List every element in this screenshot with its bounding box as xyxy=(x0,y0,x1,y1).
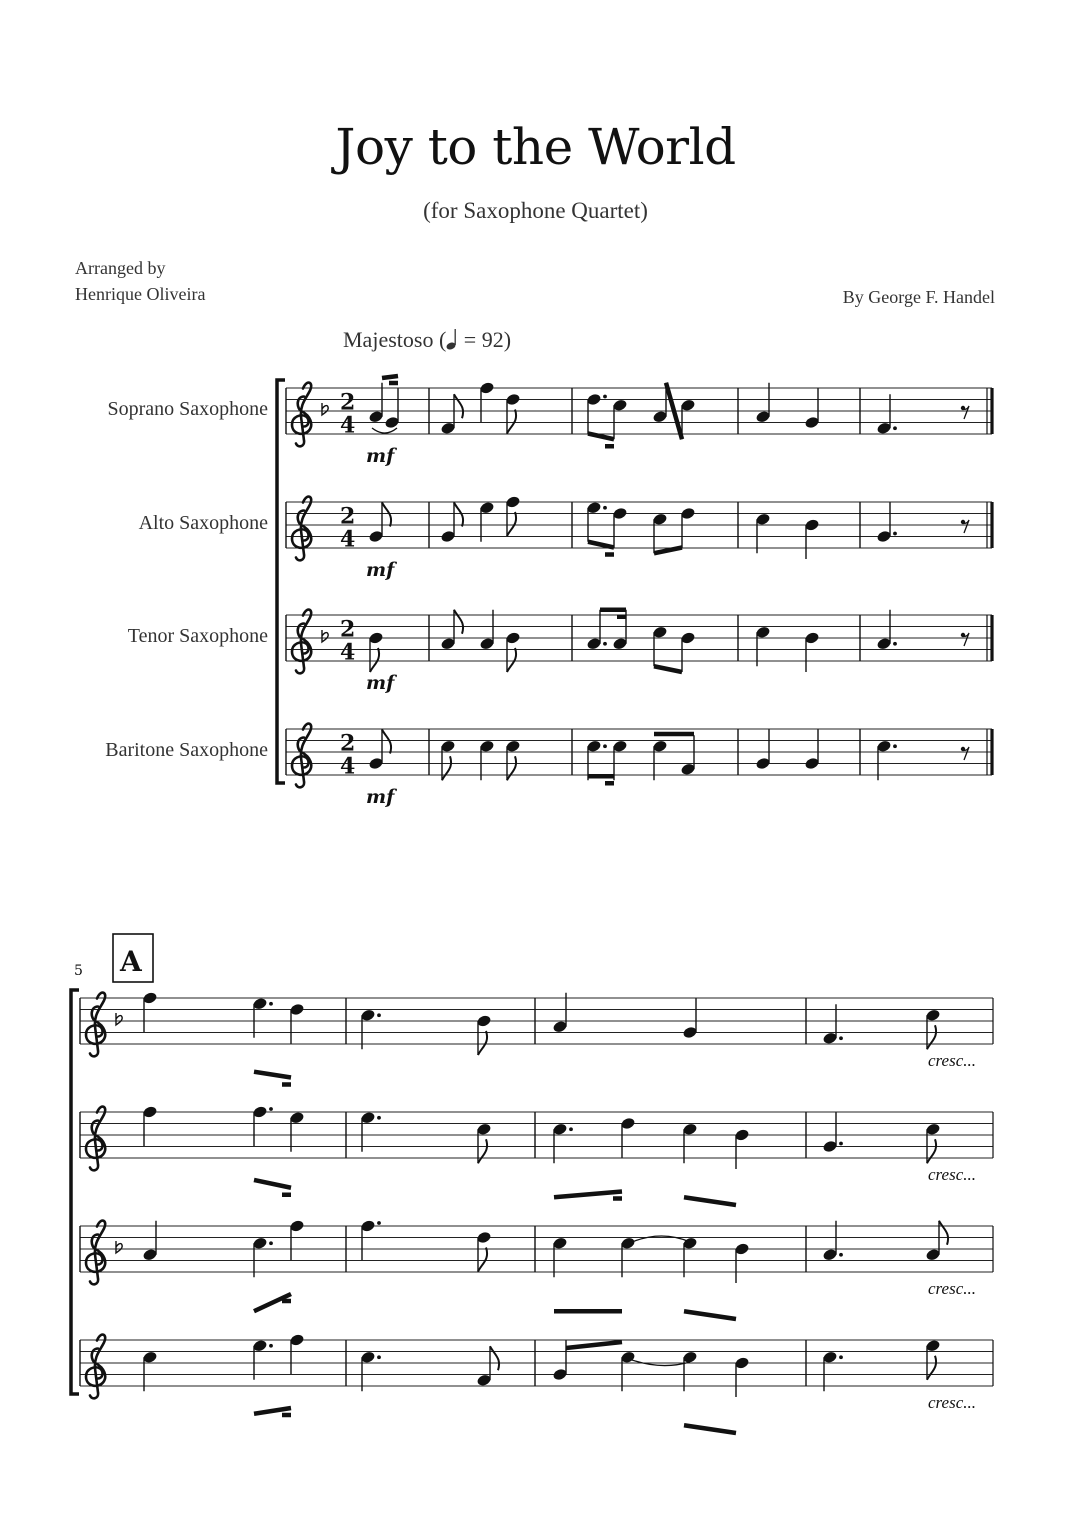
dot xyxy=(603,395,607,399)
eighth-rest-icon xyxy=(961,520,969,533)
measure-number: 5 xyxy=(74,963,83,979)
time-signature-bottom: 4 xyxy=(340,639,356,666)
dot xyxy=(839,1142,843,1146)
time-signature-bottom: 4 xyxy=(340,526,356,553)
system-bracket xyxy=(277,380,285,783)
dot xyxy=(377,1355,381,1359)
time-signature-top: 2 xyxy=(340,730,356,757)
eighth-rest-icon xyxy=(961,406,969,419)
arranger-label: Arranged by xyxy=(75,258,166,278)
beam xyxy=(588,542,614,548)
composer: By George F. Handel xyxy=(842,287,995,307)
dynamic-mark: mf xyxy=(366,559,395,581)
beam xyxy=(684,1197,736,1205)
treble-clef-icon xyxy=(86,1107,105,1171)
tempo-bpm: 92 xyxy=(481,327,504,352)
flag xyxy=(927,1025,936,1049)
score-title: Joy to the World xyxy=(335,118,736,176)
flag xyxy=(478,1139,487,1163)
flag xyxy=(382,503,391,527)
dot xyxy=(893,532,897,536)
flat-sign-icon xyxy=(322,630,328,642)
tie xyxy=(632,1236,690,1242)
flag xyxy=(927,1356,936,1380)
cresc-marking: cresc... xyxy=(928,1279,976,1298)
beam xyxy=(566,1342,622,1348)
flag xyxy=(507,756,516,780)
beam xyxy=(382,376,398,378)
flag xyxy=(507,648,516,672)
dynamic-mark: mf xyxy=(366,786,395,808)
flag xyxy=(454,610,463,634)
flag xyxy=(507,410,516,434)
flag xyxy=(927,1139,936,1163)
eighth-rest-icon xyxy=(961,747,969,760)
dot xyxy=(269,1107,273,1111)
eighth-rest-icon xyxy=(961,633,969,646)
flat-sign-icon xyxy=(116,1013,122,1025)
beam xyxy=(654,666,682,672)
dot xyxy=(269,1241,273,1245)
cresc-marking: cresc... xyxy=(928,1051,976,1070)
dot xyxy=(893,642,897,646)
treble-clef-icon xyxy=(292,610,311,674)
beam xyxy=(254,1180,291,1188)
dynamic-mark: mf xyxy=(366,445,395,467)
dot xyxy=(893,744,897,748)
beam xyxy=(684,1425,736,1433)
arranger-name: Henrique Oliveira xyxy=(75,284,206,304)
beam xyxy=(554,1192,622,1198)
dot xyxy=(377,1221,381,1225)
flag xyxy=(478,1031,487,1055)
instrument-label-alto: Alto Saxophone xyxy=(138,512,268,534)
time-signature-bottom: 4 xyxy=(340,412,356,439)
dot xyxy=(377,1013,381,1017)
dot xyxy=(269,1344,273,1348)
beam xyxy=(684,1311,736,1319)
treble-clef-icon xyxy=(292,724,311,788)
dot xyxy=(893,426,897,430)
time-signature-bottom: 4 xyxy=(340,753,356,780)
cresc-marking: cresc... xyxy=(928,1393,976,1412)
flat-sign-icon xyxy=(116,1241,122,1253)
flag xyxy=(490,1346,499,1370)
flag xyxy=(442,756,451,780)
dot xyxy=(377,1116,381,1120)
treble-clef-icon xyxy=(292,383,311,447)
flat-sign-icon xyxy=(322,403,328,415)
time-signature-top: 2 xyxy=(340,389,356,416)
dot xyxy=(269,1002,273,1006)
dot xyxy=(603,642,607,646)
tempo-marking: Majestoso ( = 92) xyxy=(343,327,512,352)
flag xyxy=(507,512,516,536)
instrument-label-tenor: Tenor Saxophone xyxy=(127,625,268,647)
slur xyxy=(372,428,397,433)
dot xyxy=(839,1253,843,1257)
rehearsal-mark: A xyxy=(120,945,142,978)
system-bracket xyxy=(71,990,79,1394)
flag xyxy=(478,1248,487,1272)
dot xyxy=(569,1127,573,1131)
dynamic-mark: mf xyxy=(366,672,395,694)
dot xyxy=(839,1355,843,1359)
treble-clef-icon xyxy=(86,993,105,1057)
dot xyxy=(603,744,607,748)
flag xyxy=(382,730,391,754)
treble-clef-icon xyxy=(292,497,311,561)
beam xyxy=(254,1072,291,1078)
flag xyxy=(454,394,463,418)
flag xyxy=(454,503,463,527)
flag xyxy=(370,648,379,672)
dot xyxy=(603,506,607,510)
time-signature-top: 2 xyxy=(340,616,356,643)
instrument-label-soprano: Soprano Saxophone xyxy=(107,398,268,420)
cresc-marking: cresc... xyxy=(928,1165,976,1184)
flag xyxy=(939,1221,948,1245)
time-signature-top: 2 xyxy=(340,503,356,530)
treble-clef-icon xyxy=(86,1335,105,1399)
instrument-label-baritone: Baritone Saxophone xyxy=(105,739,268,761)
treble-clef-icon xyxy=(86,1221,105,1285)
dot xyxy=(839,1036,843,1040)
tempo-text: Majestoso xyxy=(343,327,434,352)
score-subtitle: (for Saxophone Quartet) xyxy=(423,198,648,223)
